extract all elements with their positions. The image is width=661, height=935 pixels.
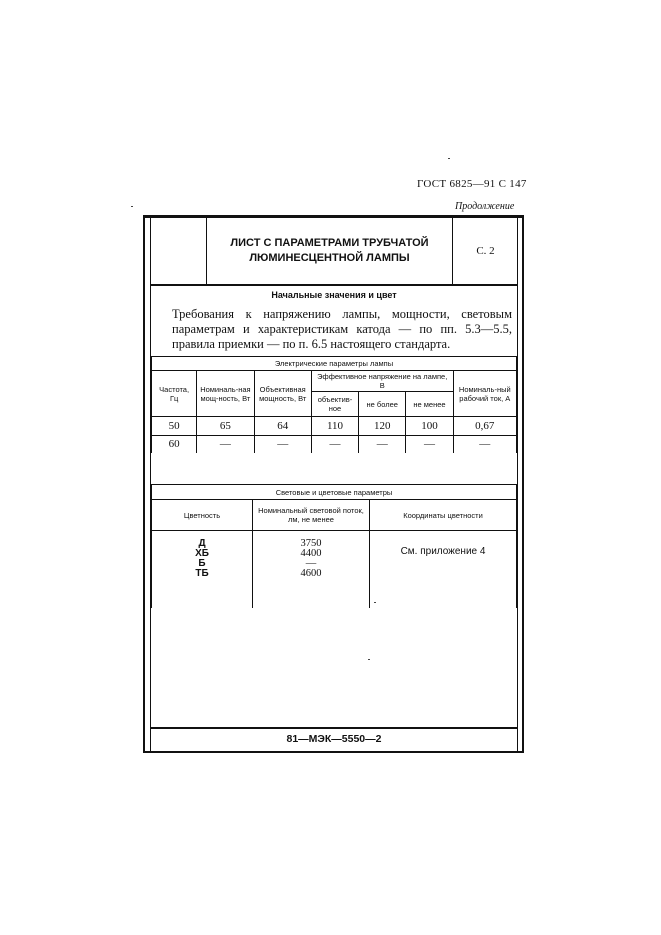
table-cell: — <box>311 436 358 454</box>
color-list <box>152 531 253 609</box>
header-color: Цветность <box>152 500 253 531</box>
header-effective-voltage: Эффективное напряжение на лампе, В <box>311 371 453 392</box>
coordinates-cell: См. приложение 4 <box>370 531 517 609</box>
document-code: ГОСТ 6825—91 С 147 <box>417 178 527 190</box>
table-cell: — <box>254 436 311 454</box>
header-frequency: Частота, Гц <box>152 371 197 417</box>
list-item: 3750 <box>300 538 322 549</box>
section-title: Начальные значения и цвет <box>271 290 397 300</box>
table-cell: — <box>453 436 516 454</box>
continuation-label: Продолжение <box>455 201 515 212</box>
table-cell: 50 <box>152 417 197 436</box>
sheet-page-number: С. 2 <box>452 218 518 284</box>
table-cell: 120 <box>359 417 406 436</box>
light-parameters-table <box>151 484 517 608</box>
table-row <box>152 436 517 454</box>
list-item: ТБ <box>195 568 209 579</box>
header-nominal-power: Номиналь-ная мощ-ность, Вт <box>197 371 254 417</box>
footer-rule <box>151 727 517 729</box>
scan-speck <box>448 158 450 159</box>
table-cell: 0,67 <box>453 417 516 436</box>
electrical-parameters-table <box>151 356 517 453</box>
sheet-title-row <box>151 218 517 286</box>
list-item: 4600 <box>300 568 322 579</box>
table-cell: 100 <box>406 417 453 436</box>
header-voltage-min: не менее <box>406 392 453 417</box>
light-table-caption: Световые и цветовые параметры <box>152 485 517 500</box>
list-item: Б <box>198 558 206 569</box>
header-flux: Номинальный световой поток, лм, не менее <box>253 500 370 531</box>
frame-rule-right <box>517 218 518 751</box>
table-cell: 110 <box>311 417 358 436</box>
header-voltage-objective: объектив-ное <box>311 392 358 417</box>
table-cell: 60 <box>152 436 197 454</box>
requirements-paragraph: Требования к напряжению лампы, мощности, световым параметрам и характеристикам катода — по пп. 5.3—5.5, правила приемки — по п. 6.5 настоящего стандарта. <box>172 307 512 351</box>
header-objective-power: Объективная мощность, Вт <box>254 371 311 417</box>
table-cell: 65 <box>197 417 254 436</box>
list-item: 4400 <box>300 548 322 559</box>
footer-code: 81—МЭК—5550—2 <box>286 733 382 745</box>
header-coordinates: Координаты цветности <box>370 500 517 531</box>
table-row <box>152 417 517 436</box>
electrical-table-caption: Электрические параметры лампы <box>152 357 517 371</box>
header-nominal-current: Номиналь-ный рабочий ток, А <box>453 371 516 417</box>
sheet-title: ЛИСТ С ПАРАМЕТРАМИ ТРУБЧАТОЙ ЛЮМИНЕСЦЕНТНОЙ ЛАМПЫ <box>230 237 429 264</box>
table-cell: — <box>359 436 406 454</box>
table-cell: — <box>197 436 254 454</box>
list-item: ХБ <box>195 548 209 559</box>
flux-list <box>253 531 370 609</box>
scan-speck <box>131 206 133 207</box>
table-cell: 64 <box>254 417 311 436</box>
table-cell: — <box>406 436 453 454</box>
list-item: — <box>305 558 317 569</box>
list-item: Д <box>198 538 206 549</box>
title-blank-cell <box>151 218 207 284</box>
header-voltage-max: не более <box>359 392 406 417</box>
